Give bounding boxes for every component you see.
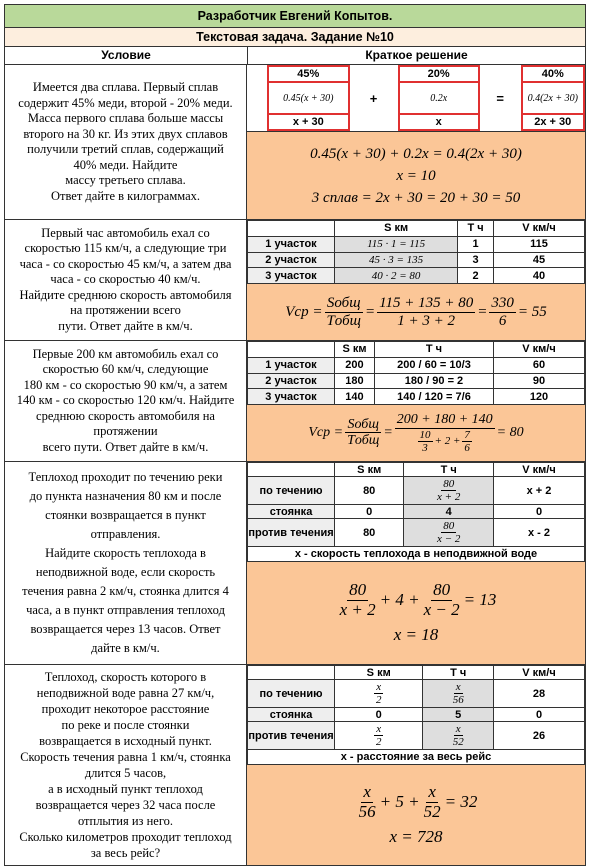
variable-note: x - расстояние за весь рейс xyxy=(248,750,585,765)
answer: 3 сплав = 2x + 30 = 20 + 30 = 50 xyxy=(311,189,521,206)
column-headers xyxy=(5,47,585,65)
equals-sign: = xyxy=(496,90,504,106)
task-4-condition: Теплоход проходит по течению реки до пункта назначения 80 км и после стоянки возвращается в пункт отправления. Найдите скорость теплохода в неподвижной воде, если скорость течения равна 2 км/ч, стоянка длится 4 часа, а в пункт отправления теплоход возвращается через 13 часов. Ответ дайте в км/ч. xyxy=(5,462,247,664)
task-3-formula: Vср = $\frac{\text{Sобщ}}{\text{Tобщ}}$ = 200 + 180 + 140 $\frac{10}{3}$ + 2 + $\frac{7}{6}$ = 80 xyxy=(247,405,585,461)
task-2 xyxy=(5,220,585,341)
task-2-condition: Первый час автомобиль ехал со скоростью 115 км/ч, а следующие три часа - со скоростью 45 км/ч, а затем два часа - со скоростью 40 км/ч. Найдите среднюю скорость автомобиля на протяжении всего пути. Ответ дайте в км/ч. xyxy=(5,220,247,340)
task-3-solution xyxy=(247,341,585,461)
task-3-condition: Первые 200 км автомобиль ехал со скоростью 60 км/ч, следующие 180 км - со скоростью 90 км/ч, а затем 140 км - со скоростью 120 км/ч. Найдите среднюю скорость автомобиля на протяжении всего пути. Ответ дайте в км/ч. xyxy=(5,341,247,461)
answer: x = 18 xyxy=(393,625,439,645)
task-1 xyxy=(5,65,585,220)
percent-3: 40% xyxy=(522,66,584,82)
boat-table: S км T ч V км/ч по течению $\frac{x}{2}$ $\frac{x}{56}$ 28 стоянка 0 5 0 против течения $\frac{x}{2}$ $\frac{x}{52}$ 26 x - расстояние за весь рейс xyxy=(247,665,585,765)
expr-2: 0.2x xyxy=(399,82,479,114)
task-5-answer-box: $\frac{x}{56}$ + 5 + $\frac{x}{52}$ = 32 x = 728 xyxy=(247,765,585,865)
speed-table: S км T ч V км/ч 1 участок 115 · 1 = 115 1 115 2 участок 45 · 3 = 135 3 45 3 участок 40 · 2 = 80 2 40 xyxy=(247,220,585,284)
percent-1: 45% xyxy=(268,66,349,82)
author-header: Разработчик Евгений Копытов. xyxy=(5,5,585,28)
task-2-solution xyxy=(247,220,585,340)
answer: x = 728 xyxy=(389,827,443,847)
mass-2: x xyxy=(399,114,479,130)
task-1-solution xyxy=(247,65,585,219)
plus-sign: + xyxy=(369,90,378,106)
task-4-solution xyxy=(247,462,585,664)
task-5-condition: Теплоход, скорость которого в неподвижной воде равна 27 км/ч, проходит некоторое расстояние по реке и после стоянки возвращается в исходный пункт. Скорость течения равна 1 км/ч, стоянка длится 5 часов, а в исходный пункт теплоход возвращается через 32 часа после отплытия из него. Сколько километров проходит теплоход за весь рейс? xyxy=(5,665,247,865)
variable-note: x - скорость теплохода в неподвижной воде xyxy=(248,547,585,562)
boat-table: S км T ч V км/ч по течению 80 $\frac{80}{x + 2}$ x + 2 стоянка 0 4 0 против течения 80 $\frac{80}{x - 2}$ x - 2 x - скорость теплохода в неподвижной воде xyxy=(247,462,585,562)
task-5 xyxy=(5,665,585,865)
expr-3: 0.4(2x + 30) xyxy=(522,82,584,114)
task-5-solution xyxy=(247,665,585,865)
mass-3: 2x + 30 xyxy=(522,114,584,130)
task-4 xyxy=(5,462,585,665)
percent-2: 20% xyxy=(399,66,479,82)
mass-1: x + 30 xyxy=(268,114,349,130)
equation: 0.45(x + 30) + 0.2x = 0.4(2x + 30) xyxy=(310,145,522,162)
x-value: x = 10 xyxy=(396,167,436,184)
speed-table: S км T ч V км/ч 1 участок 200 200 / 60 = 10/3 60 2 участок 180 180 / 90 = 2 90 3 участок 140 140 / 120 = 7/6 120 xyxy=(247,341,585,405)
task-title: Текстовая задача. Задание №10 xyxy=(5,28,585,47)
task-4-answer-box: $\frac{80}{x + 2}$ + 4 + $\frac{80}{x - 2}$ = 13 x = 18 xyxy=(247,562,585,664)
alloy-table xyxy=(247,65,585,131)
solution-header: Краткое решение xyxy=(365,48,468,62)
task-2-formula: Vср = $\frac{\text{Sобщ}}{\text{Tобщ}}$ = $\frac{115 + 135 + 80}{1 + 3 + 2}$ = $\frac{330}{6}$ = 55 xyxy=(247,284,585,340)
task-1-answer-box xyxy=(247,131,585,219)
task-1-condition: Имеется два сплава. Первый сплав содержит 45% меди, второй - 20% меди. Масса первого сплава больше массы второго на 30 кг. Из этих двух сплавов получили третий сплав, содержащий 40% меди. Найдите массу третьего сплава. Ответ дайте в килограммах. xyxy=(5,65,247,219)
expr-1: 0.45(x + 30) xyxy=(268,82,349,114)
task-3 xyxy=(5,341,585,462)
condition-header: Условие xyxy=(5,47,248,64)
worksheet xyxy=(4,4,586,866)
